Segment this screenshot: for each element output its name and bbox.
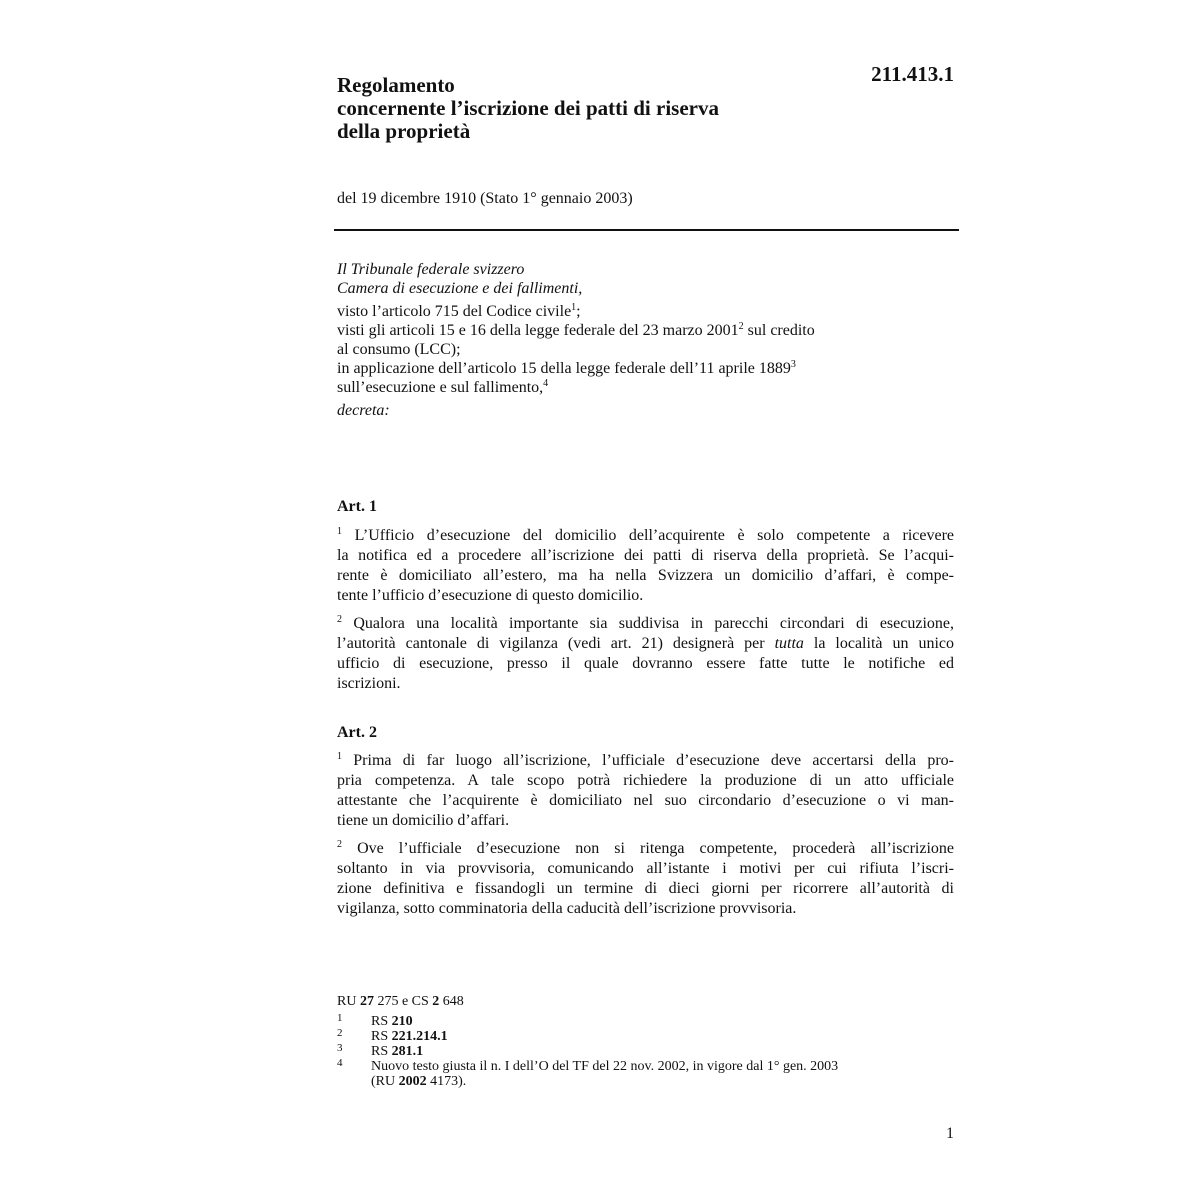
emphasis-tutta: tutta [774, 635, 804, 652]
footnote-ref-1[interactable]: 1 [571, 302, 577, 313]
paragraph-line: pria competenza. A tale scopo potrà richiedere la produzione di un atto ufficiale [337, 772, 954, 789]
visto-text-2a: visti gli articoli 15 e 16 della legge federale del 23 marzo 2001 [337, 322, 739, 339]
footnote-ref-3[interactable]: 3 [790, 359, 796, 370]
source-reference: RU 27 275 e CS 2 648 [337, 994, 464, 1009]
footnote-4: 4 Nuovo testo giusta il n. I dell’O del TF del 22 nov. 2002, in vigore dal 1° gen. 2003 (RU 2002 4173). [337, 1057, 839, 1089]
applicazione-line-1 [337, 359, 957, 378]
paragraph-number: 1 [337, 751, 342, 762]
paragraph-line: soltanto in via provvisoria, comunicando all’istante i motivi per cui rifiuta l’iscri- [337, 860, 954, 877]
paragraph-line: ufficio di esecuzione, presso il quale dovranno essere fatte tutte le notifiche ed [337, 655, 954, 672]
appl-text-a: in applicazione dell’articolo 15 della legge federale dell’11 aprile 1889 [337, 360, 791, 377]
paragraph-line: iscrizioni. [337, 675, 401, 692]
footnote-2: 2 RS 221.214.1 [337, 1027, 448, 1044]
sr-number: 211.413.1 [871, 62, 954, 86]
paragraph-line: la notifica ed a procedere all’iscrizione dei patti di riserva della proprietà. Se l’acqui- [337, 547, 954, 564]
footnote-number: 3 [337, 1042, 343, 1054]
authority-line-1: Il Tribunale federale svizzero [337, 261, 525, 278]
paragraph-line: $^1$ L’Ufficio d’esecuzione del domicilio dell’acquirente è solo competente a ricevere [337, 526, 954, 544]
paragraph-line: tente l’ufficio d’esecuzione di questo domicilio. [337, 587, 644, 604]
title-line-2: concernente l’iscrizione dei patti di riserva [337, 96, 719, 120]
authority-line-2: Camera di esecuzione e dei fallimenti, [337, 280, 583, 297]
article-1-heading: Art. 1 [337, 498, 377, 515]
visto-text-2b: sul credito [743, 322, 815, 339]
preamble [337, 260, 957, 420]
article-2-heading: Art. 2 [337, 724, 377, 741]
footnote-number: 4 [337, 1057, 343, 1069]
paragraph-line: $^2$ Qualora una località importante sia suddivisa in parecchi circondari di esecuzione, [337, 614, 954, 632]
article-2-paragraph-1 [337, 751, 954, 831]
footnote-number: 2 [337, 1027, 343, 1039]
article-2-paragraph-2 [337, 839, 954, 919]
decreta: decreta: [337, 402, 390, 419]
footnotes [337, 1014, 937, 1089]
paragraph-line: $^2$ Ove l’ufficiale d’esecuzione non si ritenga competente, procederà all’iscrizione [337, 839, 954, 857]
appl-text-b: sull’esecuzione e sul fallimento, [337, 379, 544, 396]
visto-end: ; [576, 303, 581, 320]
paragraph-line: tiene un domicilio d’affari. [337, 812, 510, 829]
paragraph-line: vigilanza, sotto comminatoria della caducità dell’iscrizione provvisoria. [337, 900, 797, 917]
visto-line-2 [337, 321, 957, 340]
paragraph-number: 2 [337, 614, 342, 625]
footnote-number: 1 [337, 1012, 343, 1024]
visto-text: visto l’articolo 715 del Codice civile [337, 303, 572, 320]
paragraph-line: $^1$ Prima di far luogo all’iscrizione, l’ufficiale d’esecuzione deve accertarsi della pro- [337, 751, 954, 769]
page-number: 1 [946, 1125, 954, 1142]
title-line-3: della proprietà [337, 119, 471, 143]
paragraph-number: 1 [337, 526, 342, 537]
footnote-ref-2[interactable]: 2 [738, 321, 744, 332]
paragraph-line: zione definitiva e fissandogli un termine di dieci giorni per ricorrere all’autorità di [337, 880, 954, 897]
article-1-paragraph-1 [337, 526, 954, 606]
visto-line-3: al consumo (LCC); [337, 341, 461, 358]
applicazione-line-2 [337, 378, 957, 397]
header-divider [334, 229, 959, 231]
article-1-paragraph-2 [337, 614, 954, 694]
paragraph-line: l’autorità cantonale di vigilanza (vedi art. 21) designerà per tutta la località un unico [337, 635, 954, 652]
footnote-3: 3 RS 281.1 [337, 1042, 424, 1059]
visto-line-1 [337, 302, 957, 321]
document-title [337, 74, 817, 143]
paragraph-line: rente è domiciliato all’estero, ma ha nella Svizzera un domicilio d’affari, è compe- [337, 567, 954, 584]
title-line-1: Regolamento [337, 73, 455, 97]
paragraph-line: attestante che l’acquirente è domiciliato nel suo circondario d’esecuzione o vi man- [337, 792, 954, 809]
footnote-ref-4[interactable]: 4 [543, 378, 549, 389]
paragraph-number: 2 [337, 839, 342, 850]
document-date: del 19 dicembre 1910 (Stato 1° gennaio 2003) [337, 190, 633, 207]
footnote-1: 1 RS 210 [337, 1012, 413, 1029]
